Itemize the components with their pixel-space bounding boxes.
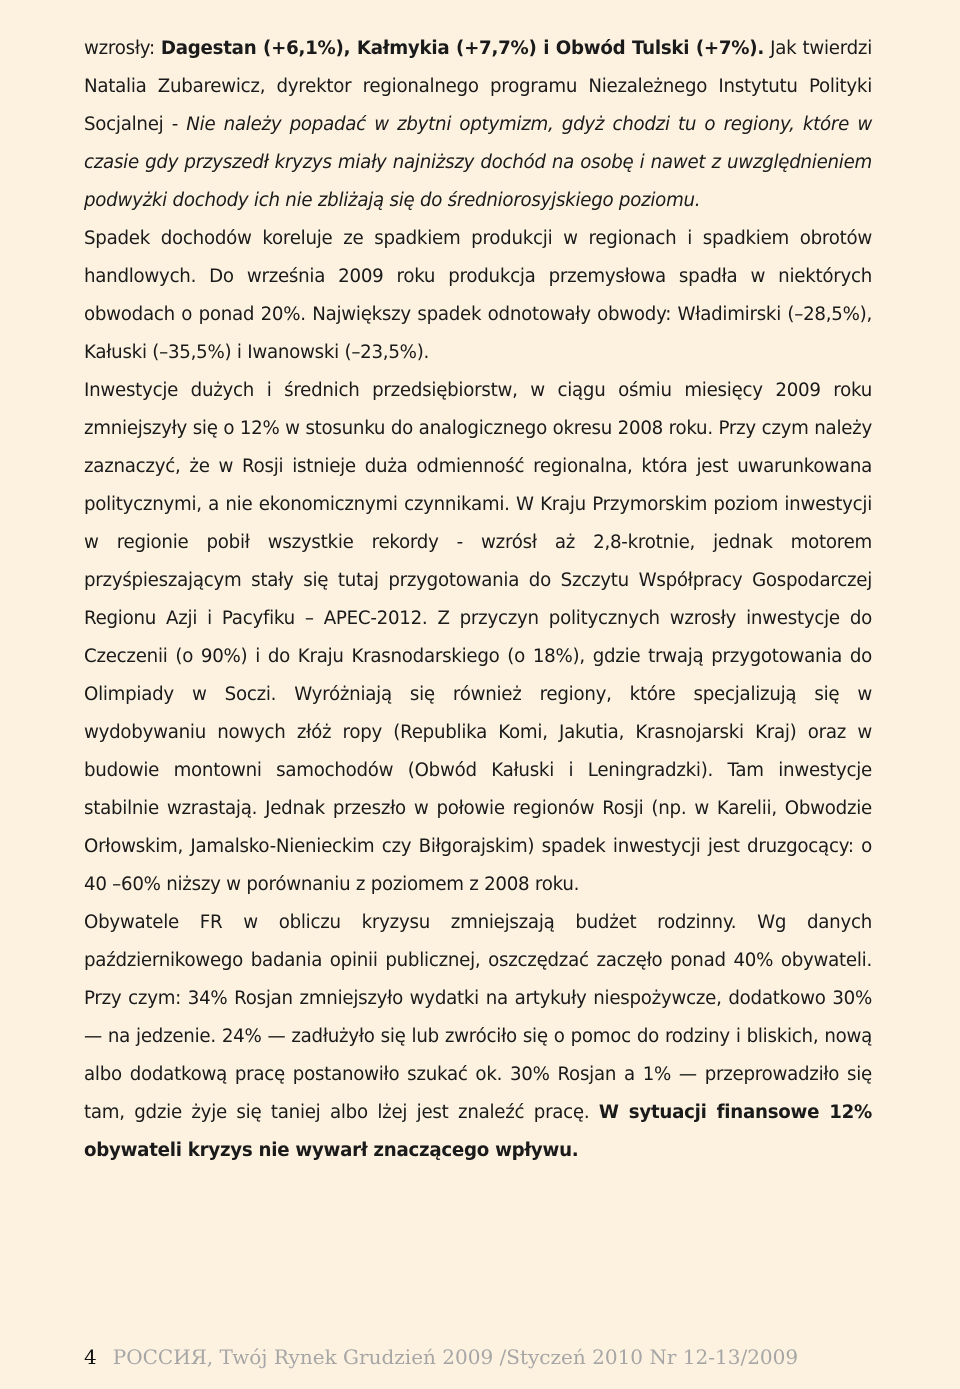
text-run: Jak twierdzi Natalia Zubarewicz, dyrektor regionalnego programu Niezależnego Instytutu Polityki Socjalnej - — [84, 38, 872, 135]
bold-text-run: Dagestan (+6,1%), Kałmykia (+7,7%) i Obwód Tulski (+7%). — [160, 38, 764, 59]
paragraph-1 — [84, 30, 872, 220]
text-run: Obywatele FR w obliczu kryzysu zmniejszają budżet rodzinny. Wg danych październikowego badania opinii publicznej, oszczędzać zaczęło ponad 40% obywateli. Przy czym: 34% Rosjan zmniejszyło wydatki na artykuły niespożywcze, dodatkowo 30% — na jedzenie. 24% — zadłużyło się lub zwróciło się o pomoc do rodziny i bliskich, nową albo dodatkową pracę postanowiło szukać ok. 30% Rosjan a 1% — przeprowadziło się tam, gdzie żyje się taniej albo lżej jest znaleźć pracę. — [84, 912, 872, 1123]
paragraph-4 — [84, 904, 872, 1170]
paragraph-3: Inwestycje dużych i średnich przedsiębiorstw, w ciągu ośmiu miesięcy 2009 roku zmniejszyły się o 12% w stosunku do analogicznego okresu 2008 roku. Przy czym należy zaznaczyć, że w Rosji istnieje duża odmienność regionalna, która jest uwarunkowana politycznymi, a nie ekonomicznymi czynnikami. W Kraju Przymorskim poziom inwestycji w regionie pobił wszystkie rekordy - wzrósł aż 2,8-krotnie, jednak motorem przyśpieszającym stały się tutaj przygotowania do Szczytu Współpracy Gospodarczej Regionu Azji i Pacyfiku – APEC-2012. Z przyczyn politycznych wzrosły inwestycje do Czeczenii (o 90%) i do Kraju Krasnodarskiego (o 18%), gdzie trwają przygotowania do Olimpiady w Soczi. Wyróżniają się również regiony, które specjalizują się w wydobywaniu nowych złóż ropy (Republika Komi, Jakutia, Krasnojarski Kraj) oraz w budowie montowni samochodów (Obwód Kałuski i Leningradzki). Tam inwestycje stabilnie wzrastają. Jednak przeszło w połowie regionów Rosji (np. w Karelii, Obwodzie Orłowskim, Jamalsko-Nienieckim czy Biłgorajskim) spadek inwestycji jest druzgocący: o 40 –60% niższy w porównaniu z poziomem z 2008 roku. — [84, 380, 872, 895]
publication-title: РОССИЯ, Twój Rynek Grudzień 2009 /Styczeń 2010 Nr 12-13/2009 — [112, 1345, 799, 1369]
quote-italic: Nie należy popadać w zbytni optymizm, gdyż chodzi tu o regiony, które w czasie gdy przyszedł kryzys miały najniższy dochód na osobę i nawet z uwzględnieniem podwyżki dochody ich nie zbliżają się do średniorosyjskiego poziomu. — [84, 114, 872, 211]
page-number: 4 — [84, 1345, 97, 1369]
paragraph-2: Spadek dochodów koreluje ze spadkiem produkcji w regionach i spadkiem obrotów handlowych. Do września 2009 roku produkcja przemysłowa spadła w niektórych obwodach o ponad 20%. Największy spadek odnotowały obwody: Władimirski (–28,5%), Kałuski (–35,5%) i Iwanowski (–23,5%). — [84, 228, 872, 363]
text-run: wzrosły: — [84, 38, 161, 59]
document-body — [84, 30, 872, 1170]
bold-conclusion: W sytuacji finansowe 12% obywateli kryzys nie wywarł znaczącego wpływu. — [84, 1102, 872, 1161]
page-footer — [84, 1340, 798, 1374]
